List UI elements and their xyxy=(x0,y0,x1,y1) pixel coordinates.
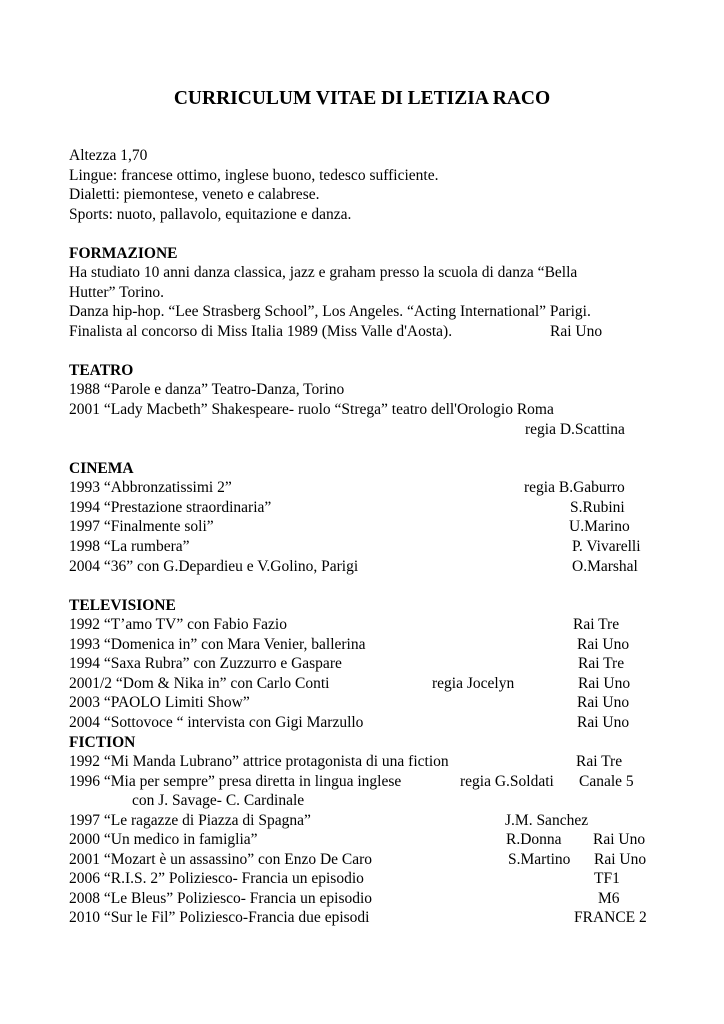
dialects-line: Dialetti: piemontese, veneto e calabrese. xyxy=(69,186,320,203)
cinema-director: S.Rubini xyxy=(570,499,625,516)
tv-channel: Rai Uno xyxy=(577,636,630,653)
section-heading-formazione: FORMAZIONE xyxy=(69,245,178,262)
fiction-entry: 1997 “Le ragazze di Piazza di Spagna” xyxy=(69,812,311,829)
fiction-channel: M6 xyxy=(598,890,620,907)
fiction-channel: Canale 5 xyxy=(579,773,634,790)
tv-entry: 2004 “Sottovoce “ intervista con Gigi Marzullo xyxy=(69,714,364,731)
fiction-entry: 2001 “Mozart è un assassino” con Enzo De Caro xyxy=(69,851,373,868)
tv-entry: 2003 “PAOLO Limiti Show” xyxy=(69,694,250,711)
cinema-entry: 1998 “La rumbera” xyxy=(69,538,190,555)
teatro-entry: 2001 “Lady Macbeth” Shakespeare- ruolo “Strega” teatro dell'Orologio Roma xyxy=(69,401,554,418)
formazione-line: Finalista al concorso di Miss Italia 1989 (Miss Valle d'Aosta). xyxy=(69,323,453,340)
fiction-channel: FRANCE 2 xyxy=(574,909,647,926)
document-title: CURRICULUM VITAE DI LETIZIA RACO xyxy=(173,88,551,109)
fiction-regia: regia G.Soldati xyxy=(460,773,554,790)
fiction-regia: R.Donna xyxy=(506,831,562,848)
formazione-line: Ha studiato 10 anni danza classica, jazz e graham presso la scuola di danza “Bella xyxy=(69,264,578,281)
formazione-line: Hutter” Torino. xyxy=(69,284,165,301)
teatro-regia: regia D.Scattina xyxy=(525,421,625,438)
fiction-entry: 2008 “Le Bleus” Poliziesco- Francia un episodio xyxy=(69,890,373,907)
fiction-regia: S.Martino xyxy=(508,851,571,868)
tv-entry: 2001/2 “Dom & Nika in” con Carlo Conti xyxy=(69,675,330,692)
tv-channel: Rai Uno xyxy=(577,714,630,731)
tv-channel: Rai Tre xyxy=(578,655,625,672)
fiction-entry: 1992 “Mi Manda Lubrano” attrice protagonista di una fiction xyxy=(69,753,449,770)
fiction-entry-continuation: con J. Savage- C. Cardinale xyxy=(132,792,305,809)
cinema-director: P. Vivarelli xyxy=(572,538,641,555)
tv-entry: 1993 “Domenica in” con Mara Venier, ballerina xyxy=(69,636,366,653)
cinema-director: U.Marino xyxy=(569,518,630,535)
cinema-director: regia B.Gaburro xyxy=(524,479,625,496)
tv-channel: Rai Uno xyxy=(578,675,631,692)
cinema-director: O.Marshal xyxy=(572,558,638,575)
sports-line: Sports: nuoto, pallavolo, equitazione e danza. xyxy=(69,206,352,223)
cinema-entry: 1993 “Abbronzatissimi 2” xyxy=(69,479,232,496)
fiction-entry: 1996 “Mia per sempre” presa diretta in lingua inglese xyxy=(69,773,402,790)
tv-channel: Rai Uno xyxy=(577,694,630,711)
section-heading-teatro: TEATRO xyxy=(69,362,134,379)
fiction-channel: Rai Uno xyxy=(594,851,647,868)
cinema-entry: 2004 “36” con G.Depardieu e V.Golino, Parigi xyxy=(69,558,359,575)
teatro-entry: 1988 “Parole e danza” Teatro-Danza, Torino xyxy=(69,381,345,398)
cinema-entry: 1994 “Prestazione straordinaria” xyxy=(69,499,272,516)
tv-entry: 1992 “T’amo TV” con Fabio Fazio xyxy=(69,616,287,633)
fiction-regia: J.M. Sanchez xyxy=(505,812,589,829)
fiction-channel: Rai Uno xyxy=(593,831,646,848)
fiction-channel: Rai Tre xyxy=(576,753,623,770)
fiction-channel: TF1 xyxy=(594,870,620,887)
section-heading-fiction: FICTION xyxy=(69,734,136,751)
languages-line: Lingue: francese ottimo, inglese buono, tedesco sufficiente. xyxy=(69,167,439,184)
fiction-entry: 2010 “Sur le Fil” Poliziesco-Francia due episodi xyxy=(69,909,370,926)
cinema-entry: 1997 “Finalmente soli” xyxy=(69,518,214,535)
tv-entry: 1994 “Saxa Rubra” con Zuzzurro e Gaspare xyxy=(69,655,342,672)
tv-channel: Rai Tre xyxy=(573,616,620,633)
height-line: Altezza 1,70 xyxy=(69,147,148,164)
fiction-entry: 2000 “Un medico in famiglia” xyxy=(69,831,258,848)
miss-italia-channel: Rai Uno xyxy=(550,323,603,340)
section-heading-cinema: CINEMA xyxy=(69,460,134,477)
section-heading-televisione: TELEVISIONE xyxy=(69,597,176,614)
fiction-entry: 2006 “R.I.S. 2” Poliziesco- Francia un episodio xyxy=(69,870,364,887)
formazione-line: Danza hip-hop. “Lee Strasberg School”, Los Angeles. “Acting International” Parigi. xyxy=(69,303,591,320)
tv-regia: regia Jocelyn xyxy=(432,675,515,692)
